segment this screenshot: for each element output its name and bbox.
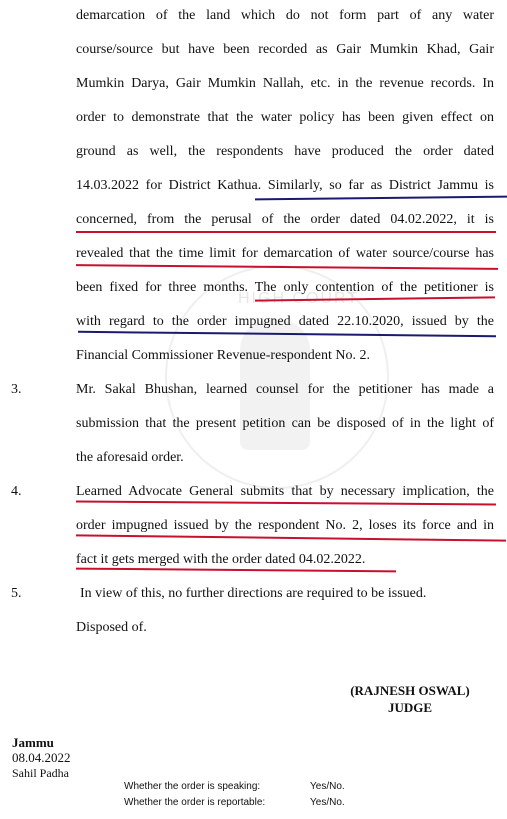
underline-annotation <box>76 534 506 541</box>
para2-line-1: demarcation of the land which do not form part of any water <box>76 8 494 23</box>
para3-line-1: Mr. Sakal Bhushan, learned counsel for the petitioner has made a <box>76 382 494 397</box>
underline-annotation <box>76 568 396 573</box>
author: Sahil Padha <box>12 766 69 780</box>
para2-line-6: 14.03.2022 for District Kathua. Similarly, so far as District Jammu is <box>76 178 494 193</box>
para2-line-10: with regard to the order impugned dated 22.10.2020, issued by the <box>76 314 494 329</box>
para4-line-1: Learned Advocate General submits that by necessary implication, the <box>76 484 494 499</box>
para5-line-1: In view of this, no further directions are required to be issued. <box>80 586 427 601</box>
reportable-value: Yes/No. <box>310 797 345 808</box>
para2-line-2: course/source but have been recorded as Gair Mumkin Khad, Gair <box>76 42 494 57</box>
watermark-text: HIGH COURT <box>238 290 360 307</box>
speaking-value: Yes/No. <box>310 781 345 792</box>
para2-line-7: concerned, from the perusal of the order dated 04.02.2022, it is <box>76 212 494 227</box>
para4-line-2: order impugned issued by the respondent No. 2, loses its force and in <box>76 518 494 533</box>
para3-line-2: submission that the present petition can be disposed of in the light of <box>76 416 494 431</box>
judge-title: JUDGE <box>387 700 433 715</box>
para3-line-3: the aforesaid order. <box>76 450 184 465</box>
para5-line-2: Disposed of. <box>76 620 147 635</box>
underline-annotation <box>76 231 496 233</box>
judge-name: (RAJNESH OSWAL) <box>350 683 470 698</box>
para2-line-4: order to demonstrate that the water policy has been given effect on <box>76 110 494 125</box>
para4-line-3: fact it gets merged with the order dated 04.02.2022. <box>76 552 366 567</box>
underline-annotation <box>76 501 496 506</box>
para3-number: 3. <box>11 382 22 397</box>
para4-number: 4. <box>11 484 22 499</box>
para2-line-11: Financial Commissioner Revenue-respondent No. 2. <box>76 348 370 363</box>
para2-line-9: been fixed for three months. The only contention of the petitioner is <box>76 280 494 295</box>
para2-line-3: Mumkin Darya, Gair Mumkin Nallah, etc. in the revenue records. In <box>76 76 494 91</box>
place: Jammu <box>12 735 54 750</box>
para2-line-5: ground as well, the respondents have produced the order dated <box>76 144 494 159</box>
underline-annotation <box>255 196 507 201</box>
order-date: 08.04.2022 <box>12 750 71 765</box>
speaking-label: Whether the order is speaking: <box>124 781 261 792</box>
reportable-label: Whether the order is reportable: <box>124 797 266 808</box>
para5-number: 5. <box>11 586 22 601</box>
para2-line-8: revealed that the time limit for demarcation of water source/course has <box>76 246 494 261</box>
